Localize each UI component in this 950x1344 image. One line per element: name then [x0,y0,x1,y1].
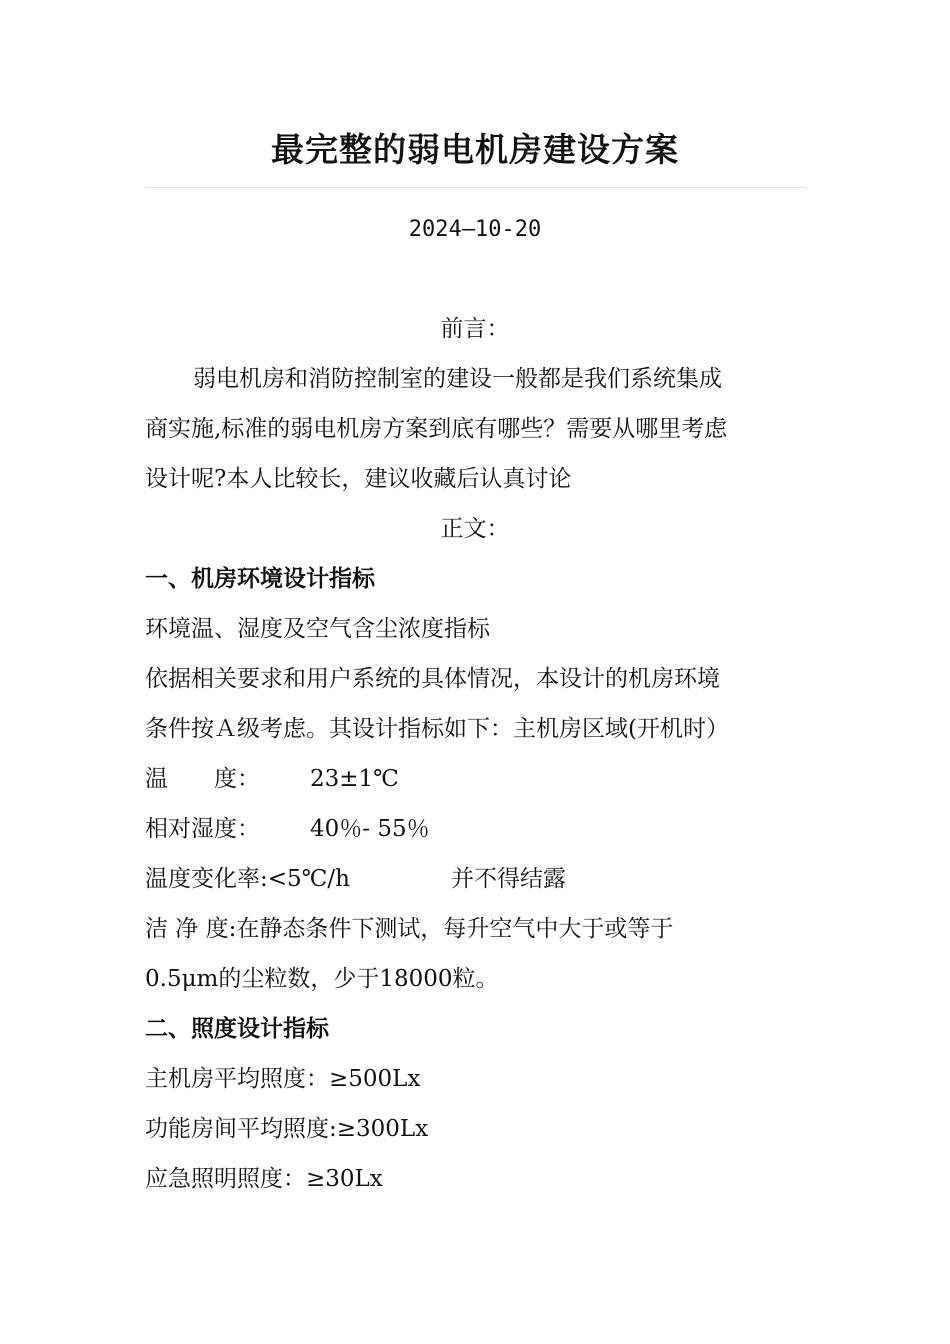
humidity-value: 40％- 55％ [310,816,430,842]
lighting-item-emergency: 应急照明照度：≥30Lx [145,1166,383,1192]
lighting-item-main-room: 主机房平均照度：≥500Lx [145,1066,421,1092]
section-1-subheading: 环境温、湿度及空气含尘浓度指标 [145,616,490,642]
body-heading: 正文： [440,516,510,542]
cleanliness-line-2: 0.5μm的尘粒数，少于18000粒。 [145,966,499,992]
preface-line-3: 设计呢?本人比较长，建议收藏后认真讨论 [145,466,572,492]
section-2-heading: 二、照度设计指标 [145,1015,329,1042]
temperature-value: 23±1℃ [310,766,399,792]
temperature-rate-label: 温度变化率:<5℃/h [145,866,350,892]
section-1-intro-line-1: 依据相关要求和用户系统的具体情况，本设计的机房环境 [145,666,720,692]
preface-heading: 前言： [440,316,510,342]
lighting-item-function-room: 功能房间平均照度:≥300Lx [145,1116,429,1142]
document-title: 最完整的弱电机房建设方案 [271,130,679,169]
temperature-label: 温 度： [145,766,260,792]
cleanliness-line-1: 洁 净 度:在静态条件下测试，每升空气中大于或等于 [145,916,674,942]
document-date: 2024—10-20 [408,217,542,242]
preface-line-2: 商实施,标准的弱电机房方案到底有哪些？需要从哪里考虑 [145,416,728,442]
temperature-rate-note: 并不得结露 [451,866,566,892]
section-1-heading: 一、机房环境设计指标 [145,565,375,592]
section-1-intro-line-2: 条件按Ａ级考虑。其设计指标如下：主机房区域(开机时） [145,716,729,742]
preface-line-1: 弱电机房和消防控制室的建设一般都是我们系统集成 [193,366,722,392]
humidity-label: 相对湿度： [145,816,260,842]
title-divider [145,187,806,188]
